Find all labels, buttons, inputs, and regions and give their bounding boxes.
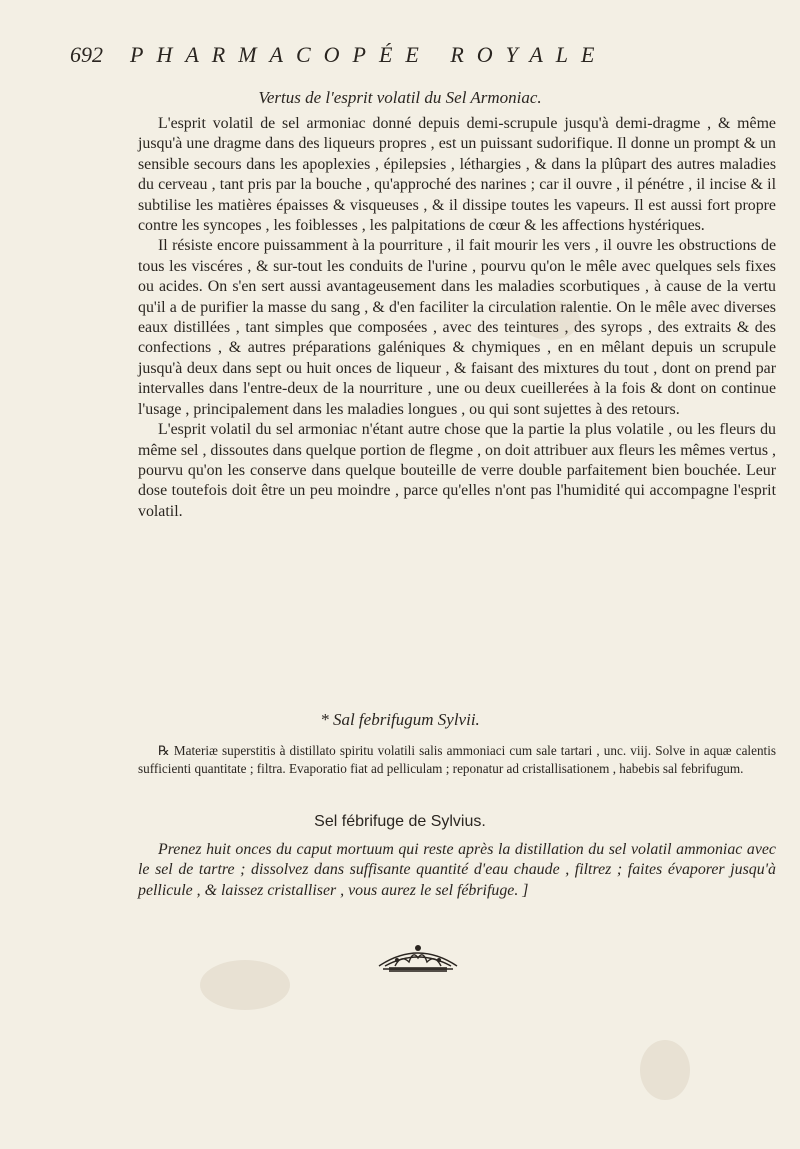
- latin-recipe: [138, 742, 776, 778]
- paragraph: L'esprit volatil de sel armoniac donné depuis demi-scrupule jusqu'à demi-dragme , & même jusqu'à une dragme dans des liqueurs propres , est un puissant sudorifique. Il donne un prompt & un sensible secours dans les apoplexies , épilepsies , léthargies , & dans la plûpart des autres maladies du cerveau , tant pris par la bouche , qu'approché des narines ; car il ouvre , il pénétre , il incise & il subtilise les matières épaisses & visqueuses , & il dissipe toutes les vapeurs. Il est aussi fort propre contre les syncopes , les foiblesses , les palpitations de cœur & les affections hystériques.: [138, 115, 776, 235]
- main-text: [138, 114, 776, 522]
- running-title: PHARMACOPÉE ROYALE: [130, 42, 608, 67]
- french-recipe: [138, 840, 776, 901]
- recipe-title: * Sal febrifugum Sylvii.: [320, 710, 480, 729]
- paper-stain: [640, 1040, 690, 1100]
- page-header: [70, 38, 710, 78]
- fleuron-icon: [375, 936, 461, 974]
- paragraph: L'esprit volatil du sel armoniac n'étant autre chose que la partie la plus volatile , ou les fleurs du même sel , dissoutes dans quelque portion de flegme , on doit attribuer aux fleurs les mêmes vertus , pourvu qu'on les conserve dans quelque bouteille de verre double parfaitement bien bouchée. Leur dose toutefois doit être un peu moindre , parce qu'elles n'ont pas l'humidité qui accompagne l'esprit volatil.: [138, 421, 776, 520]
- french-heading: Sel fébrifuge de Sylvius.: [314, 813, 486, 830]
- french-paragraph: Prenez huit onces du caput mortuum qui reste après la distillation du sel volatil ammoniac avec le sel de tartre ; dissolvez dans suffisante quantité d'eau chaude , filtrez ; faites évaporer jusqu'à pellicule , & laissez cristalliser , vous aurez le sel fébrifuge. ]: [138, 841, 776, 899]
- paper-stain: [200, 960, 290, 1010]
- latin-paragraph: ℞ Materiæ superstitis à distillato spiritu volatili salis ammoniaci cum sale tartari , unc. viij. Solve in aquæ calentis sufficienti quantitate ; filtra. Evaporatio fiat ad pelliculam ; reponatur ad cristallisationem , habebis sal febrifugum.: [138, 743, 776, 776]
- page-number: 692: [70, 42, 103, 67]
- paragraph: Il résiste encore puissamment à la pourriture , il fait mourir les vers , il ouvre les obstructions de tous les viscéres , & sur-tout les conduits de l'urine , pourvu qu'on le mêle avec quelques sels fixes ou acides. On s'en sert aussi avantageusement dans les maladies scorbutiques , à cause de la vertu qu'il a de purifier la masse du sang , & d'en faciliter la circulation ralentie. On le mêle avec diverses eaux distillées , tant simples que composées , avec des teintures , des syrops , des extraits & des confections , & autres préparations galéniques & chymiques , en en mêlant depuis un scrupule jusqu'à deux dans sept ou huit onces de liqueur , & faisant des mixtures du tout , dont on prend par intervalles dans l'entre-deux de la nourriture , une ou deux cueillerées à la fois & dont on continue l'usage , principalement dans les maladies longues , ou qui sont sujettes à des retours.: [138, 237, 776, 418]
- section-title: Vertus de l'esprit volatil du Sel Armoniac.: [258, 88, 542, 107]
